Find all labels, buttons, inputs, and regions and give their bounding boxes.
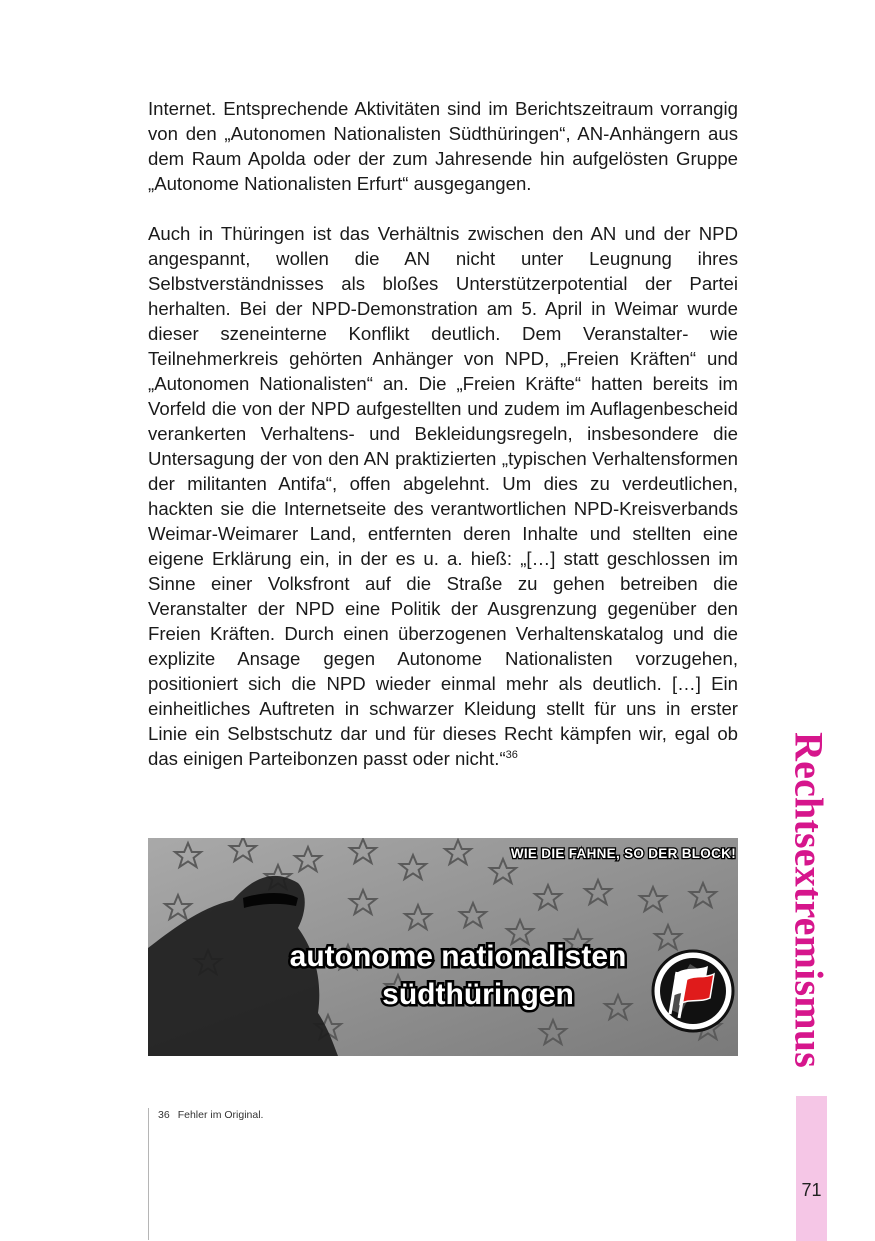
- footnote-number: 36: [158, 1109, 170, 1121]
- banner-line-1: autonome nationalisten: [289, 940, 627, 973]
- banner-slogan: WIE DIE FAHNE, SO DER BLOCK!: [510, 846, 736, 861]
- footnote-text: Fehler im Original.: [177, 1109, 264, 1121]
- footnote: [158, 1109, 263, 1121]
- paragraph-2-text: Auch in Thüringen ist das Verhältnis zwischen den AN und der NPD angespannt, wollen die AN nicht unter Leugnung ihres Selbstverständnisses als bloßes Unterstützerpotential der Partei herhalten. Bei der NPD-Demonstration am 5. April in Weimar wurde dieser szeneinterne Konflikt deutlich. Dem Veranstalter- wie Teilnehmerkreis gehörten Anhänger von NPD, „Freien Kräften“ und „Autonomen Nationalisten“ an. Die „Freien Kräfte“ hatten bereits im Vorfeld die von der NPD aufgestellten und zudem im Auflagenbescheid verankerten Verhaltens- und Bekleidungsregeln, insbesondere die Untersagung der von den AN praktizierten „typischen Verhaltensformen der militanten Antifa“, offen abgelehnt. Um dies zu verdeutlichen, hackten sie die Internetseite des verantwortlichen NPD-Kreisverbands Weimar-Weimarer Land, entfernten deren Inhalte und stellten eine eigene Erklärung ein, in der es u. a. hieß: „[…] statt geschlossen im Sinne einer Volksfront auf die Straße zu gehen betreiben die Veranstalter der NPD eine Politik der Ausgrenzung gegenüber den Freien Kräften. Durch einen überzogenen Verhaltenskatalog und die explizite Ansage gegen Autonome Nationalisten vorzugehen, positioniert sich die NPD wieder einmal mehr als deutlich. […] Ein einheitliches Auftreten in schwarzer Kleidung stellt für uns in erster Linie ein Selbstschutz dar und für dieses Recht kämpfen wir, egal ob das einigen Parteibonzen passt oder nicht.“: [148, 223, 738, 769]
- banner-line-2: südthüringen: [382, 978, 574, 1011]
- banner-image: [148, 838, 738, 1056]
- page-number: 71: [801, 1180, 822, 1200]
- footnote-reference: 36: [505, 748, 518, 761]
- footnote-divider: [148, 1108, 149, 1240]
- paragraph-1: Internet. Entsprechende Aktivitäten sind im Berichtszeitraum vorrangig von den „Autonomen Nationalisten Südthüringen“, AN-Anhängern aus dem Raum Apolda oder der zum Jahresende hin aufgelösten Gruppe „Autonome Nationalisten Erfurt“ ausgegangen.: [148, 98, 738, 194]
- page-tab: [796, 1096, 827, 1241]
- body-text: [148, 96, 738, 771]
- paragraph-2: [148, 221, 738, 771]
- flag-logo-icon: [653, 951, 733, 1031]
- section-title: Rechtsextremismus: [786, 732, 832, 1068]
